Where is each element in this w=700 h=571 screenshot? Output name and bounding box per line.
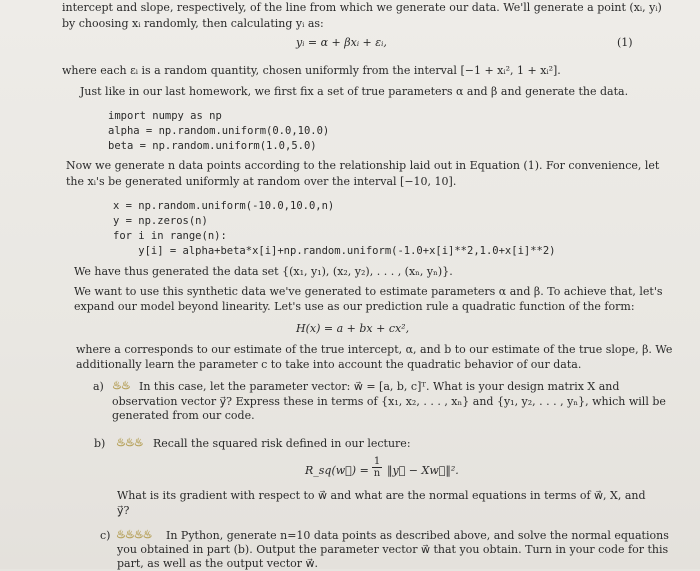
paragraph-line: intercept and slope, respectively, of the line from which we generate our data. We'll generate a point (xᵢ, yᵢ) [62, 1, 662, 14]
paragraph-line: We want to use this synthetic data we've generated to estimate parameters α and β. To achieve that, let's [74, 285, 663, 298]
paragraph-line: the xᵢ's be generated uniformly at random over the interval [−10, 10]. [66, 175, 457, 188]
paragraph-line: where a corresponds to our estimate of the true intercept, α, and b to our estimate of the true slope, β. We [76, 343, 673, 356]
question-b-text: What is its gradient with respect to w⃗ and what are the normal equations in terms of w⃗, X, and [117, 489, 646, 502]
code-line: import numpy as np [108, 110, 222, 122]
question-a-text: generated from our code. [112, 409, 255, 422]
fraction [372, 456, 382, 479]
code-line: for i in range(n): [113, 230, 227, 242]
question-a-text: observation vector y⃗? Express these in terms of {x₁, x₂, . . . , xₙ} and {y₁, y₂, . . . , yₙ}, which will be [112, 395, 666, 408]
paragraph-line: by choosing xᵢ randomly, then calculating yᵢ as: [62, 17, 324, 30]
code-line: y[i] = alpha+beta*x[i]+np.random.uniform(-1.0+x[i]**2,1.0+x[i]**2) [113, 245, 556, 257]
risk-equation-rhs: ‖y⃗ − Xw⃗‖². [387, 464, 459, 477]
question-c-text: you obtained in part (b). Output the parameter vector w⃗ that you obtain. Turn in your code for this [117, 543, 669, 556]
equation-number: (1) [617, 36, 633, 49]
fraction-numerator: 1 [373, 456, 381, 467]
code-line: beta = np.random.uniform(1.0,5.0) [108, 140, 317, 152]
question-c-text: part, as well as the output vector w⃗. [117, 557, 318, 570]
difficulty-icon: ♨♨ [112, 379, 130, 392]
question-c-text: In Python, generate n=10 data points as described above, and solve the normal equations [166, 529, 669, 542]
question-a-text: In this case, let the parameter vector: w⃗ = [a, b, c]ᵀ. What is your design matrix X and [139, 380, 620, 393]
difficulty-icon: ♨♨♨ [116, 436, 143, 449]
paragraph-line: Now we generate n data points according to the relationship laid out in Equation (1). For convenience, let [66, 159, 660, 172]
paragraph-line: where each εᵢ is a random quantity, chosen uniformly from the interval [−1 + xᵢ², 1 + xᵢ²]. [62, 64, 561, 77]
question-c-label: c) [100, 529, 111, 542]
risk-equation-lhs: R_sq(w⃗) = [305, 464, 369, 477]
paragraph-line: We have thus generated the data set {(x₁, y₁), (x₂, y₂), . . . , (xₙ, yₙ)}. [74, 265, 453, 278]
code-line: x = np.random.uniform(-10.0,10.0,n) [113, 200, 335, 212]
question-a-label: a) [93, 380, 104, 393]
question-b-label: b) [94, 437, 106, 450]
paragraph-line: additionally learn the parameter c to take into account the quadratic behavior of our data. [76, 358, 582, 371]
difficulty-icon: ♨♨♨♨ [116, 528, 152, 541]
fraction-denominator: n [373, 468, 381, 479]
paragraph-line: expand our model beyond linearity. Let's use as our prediction rule a quadratic function of the form: [74, 300, 635, 313]
question-b-text: y⃗? [117, 504, 130, 517]
equation-1: yᵢ = α + βxᵢ + εᵢ, [296, 36, 387, 49]
equation-2: H(x) = a + bx + cx², [296, 322, 410, 335]
paragraph-line: Just like in our last homework, we first fix a set of true parameters α and β and generate the data. [80, 85, 629, 98]
code-line: y = np.zeros(n) [113, 215, 208, 227]
code-line: alpha = np.random.uniform(0.0,10.0) [108, 125, 330, 137]
question-b-text: Recall the squared risk defined in our lecture: [153, 437, 411, 450]
